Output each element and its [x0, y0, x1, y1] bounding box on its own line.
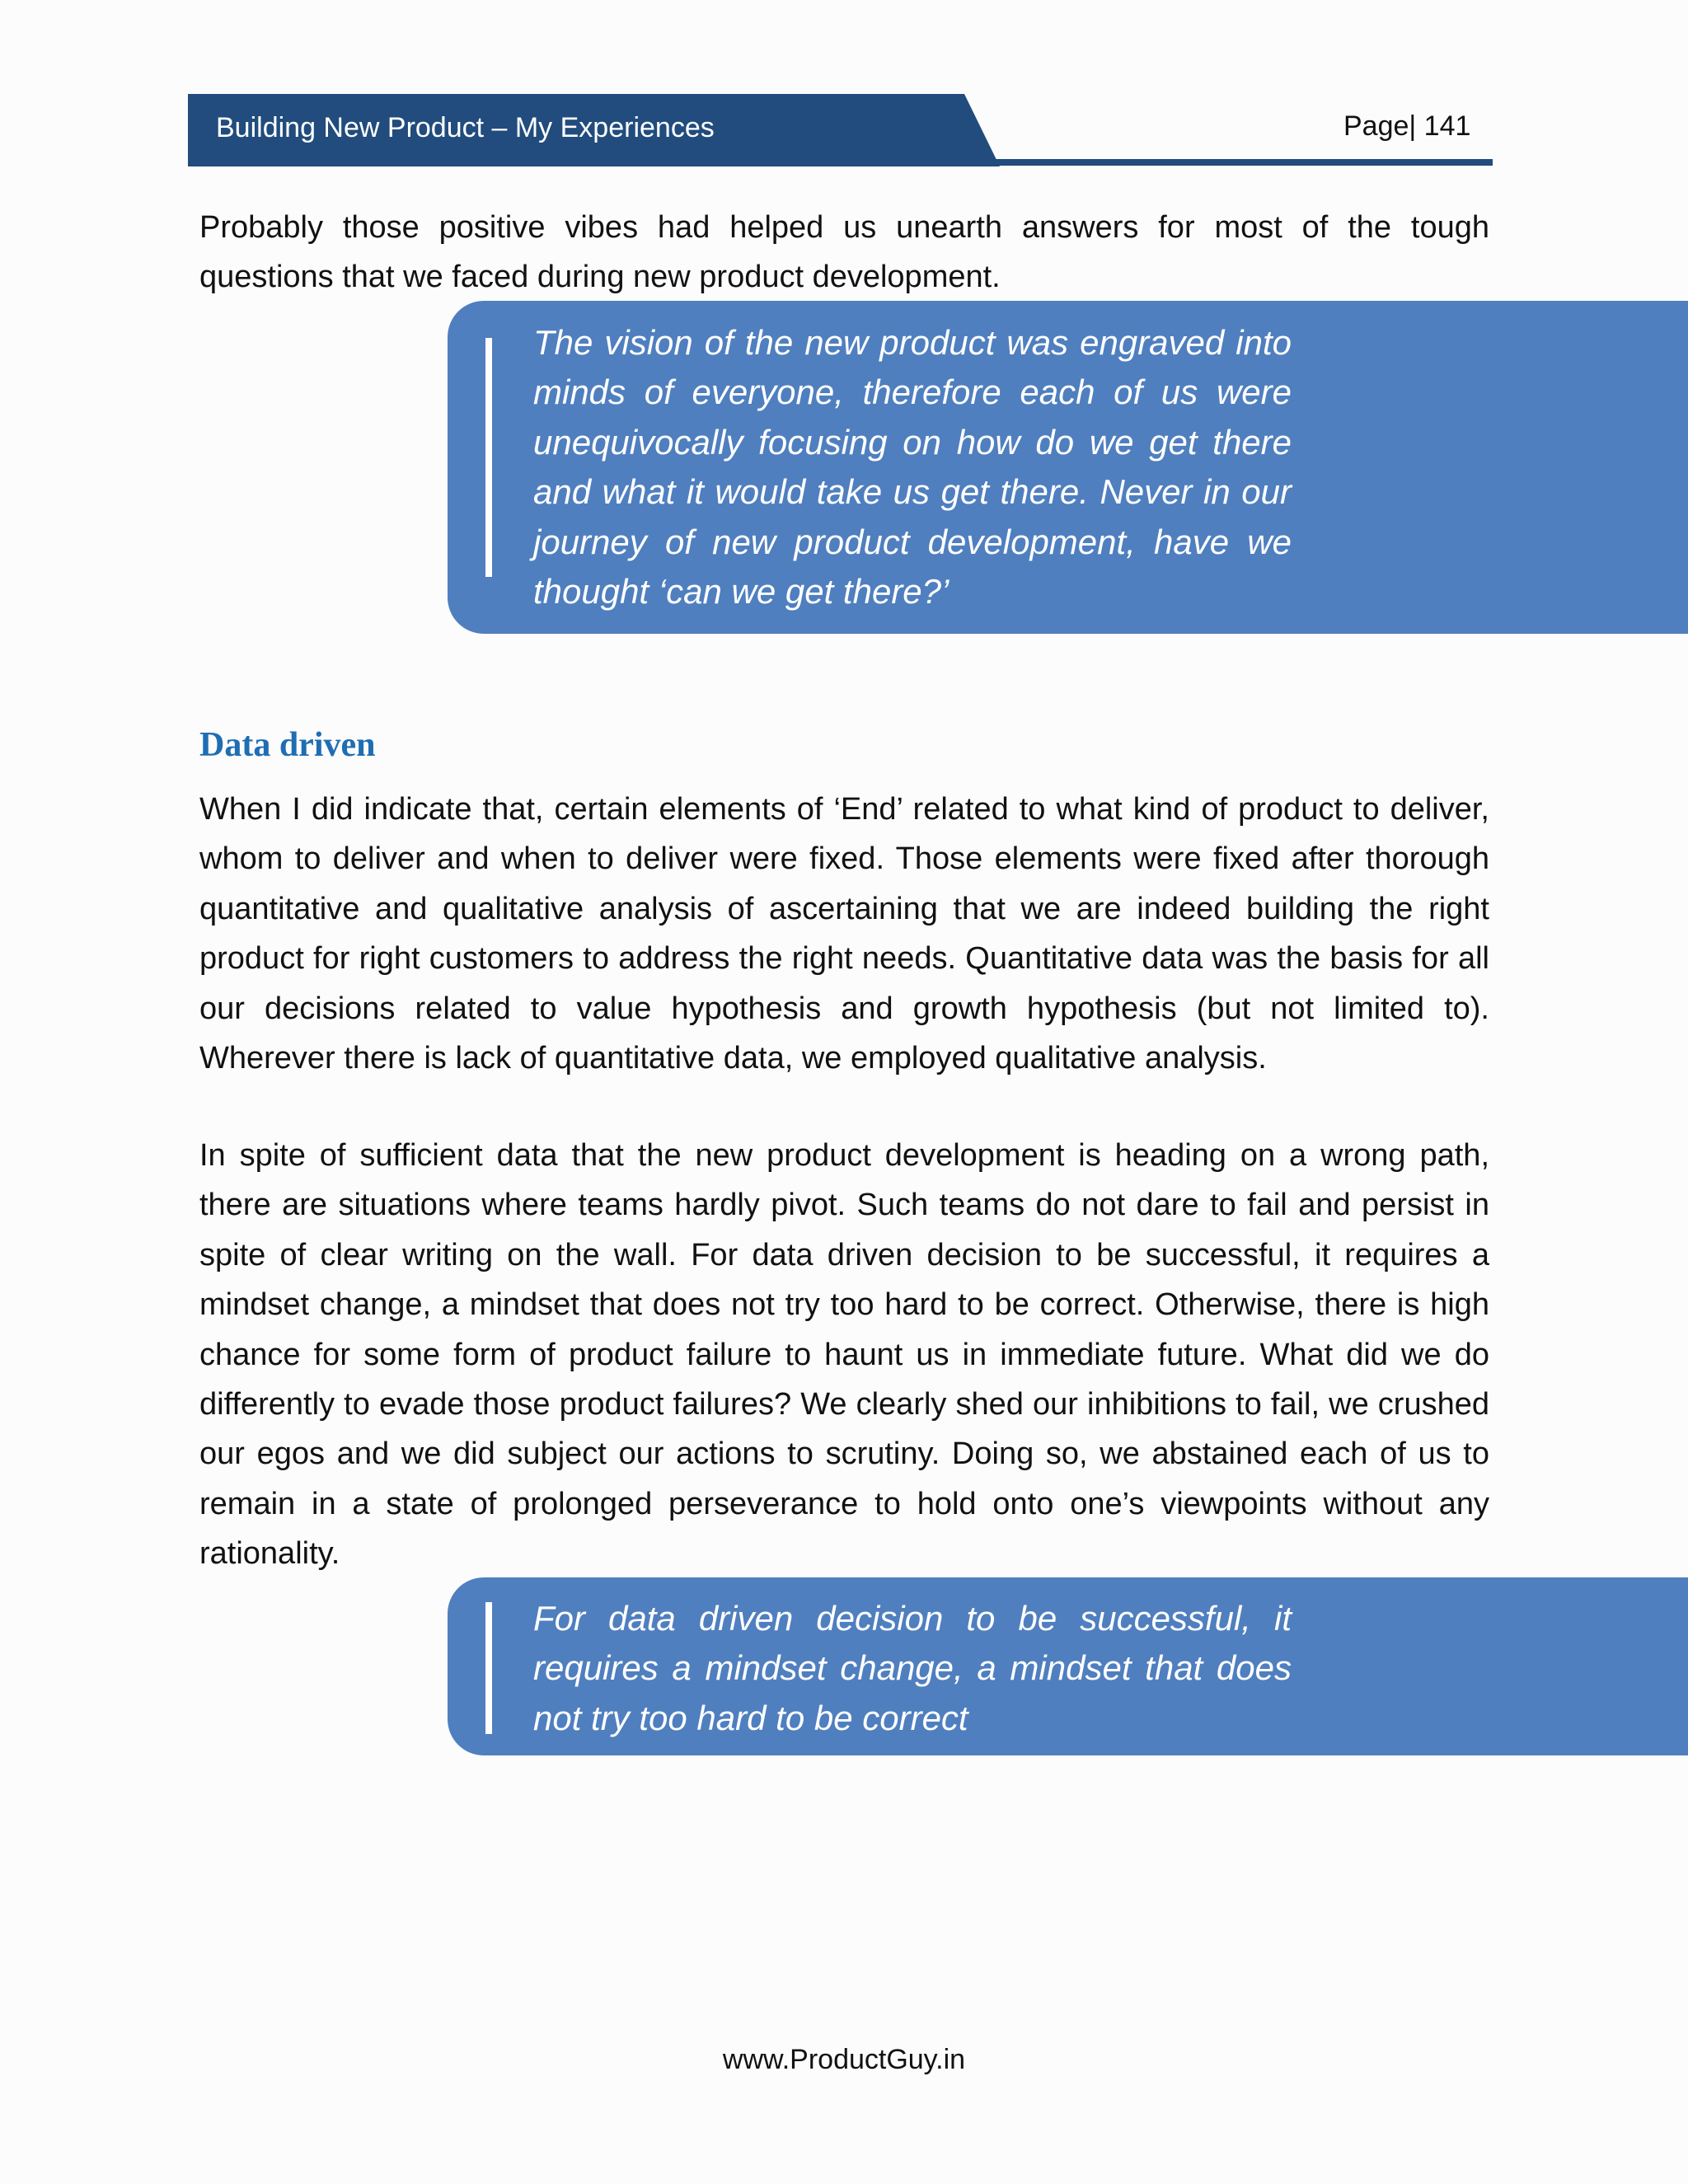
pull-quote-text: For data driven decision to be successful, it requires a mindset change, a mindset that does not try too hard to be correct — [533, 1599, 1292, 1737]
pull-quote-1 — [448, 301, 1688, 634]
body-paragraph-1: When I did indicate that, certain elements of ‘End’ related to what kind of product to deliver, whom to deliver and when to deliver were fixed. Those elements were fixed after thorough quantitative and qualitative analysis of ascertaining that we are indeed building the right product for right customers to address the right needs. Quantitative data was the basis for all our decisions related to value hypothesis and growth hypothesis (but not limited to). Wherever there is lack of quantitative data, we employed qualitative analysis. — [199, 792, 1489, 1076]
pull-quote-2 — [448, 1577, 1688, 1755]
quote-bar — [485, 338, 492, 577]
section-heading: Data driven — [199, 726, 376, 764]
running-header-title: Building New Product – My Experiences — [216, 112, 715, 143]
body-paragraph-2: In spite of sufficient data that the new product development is heading on a wrong path, there are situations where teams hardly pivot. Such teams do not dare to fail and persist in spite of clear writing on the wall. For data driven decision to be successful, it requires a mindset change, a mindset that does not try too hard to be correct. Otherwise, there is high chance for some form of product failure to haunt us in immediate future. What did we do differently to evade those product failures? We clearly shed our inhibitions to fail, we crushed our egos and we did subject our actions to scrutiny. Doing so, we abstained each of us to remain in a state of prolonged perseverance to hold onto one’s viewpoints without any rationality. — [199, 1138, 1489, 1572]
pull-quote-text: The vision of the new product was engraved into minds of everyone, therefore each of us were unequivocally focusing on how do we get there and what it would take us get there. Never in our journey of new product development, have we thought ‘can we get there?’ — [533, 323, 1292, 612]
intro-paragraph: Probably those positive vibes had helped us unearth answers for most of the tough questions that we faced during new product development. — [199, 210, 1489, 295]
header-rule — [989, 159, 1493, 166]
quote-bar — [485, 1602, 492, 1734]
page-number: Page| 141 — [1343, 110, 1471, 142]
footer-url: www.ProductGuy.in — [722, 2044, 966, 2075]
